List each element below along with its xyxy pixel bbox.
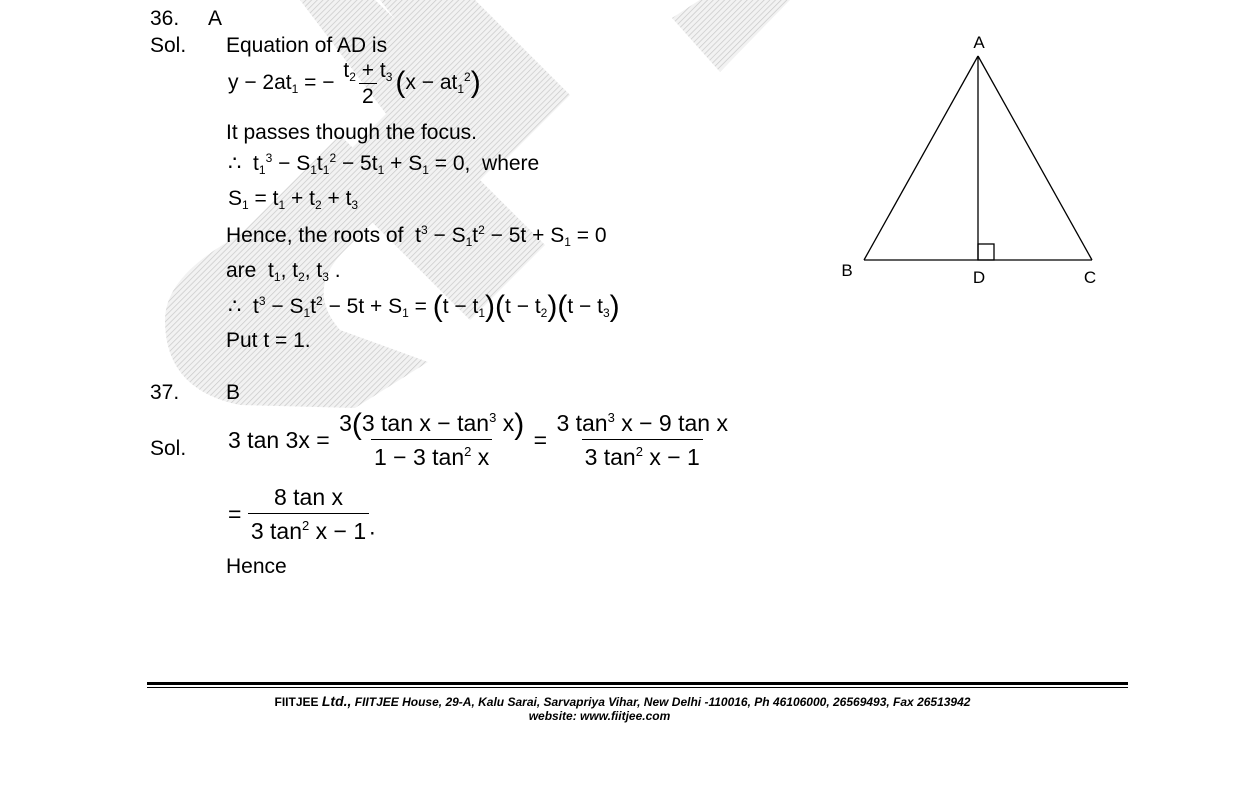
answer-letter: B xyxy=(226,381,241,404)
denominator: 2 xyxy=(359,83,377,107)
equation-roots: Hence, the roots of $t^3 - S_1t^2 - 5t + S_1 = 0$ xyxy=(226,223,607,249)
equation-result: = $\frac{\text{8 tan x}}{3 \tan^2 x - 1}$ . xyxy=(228,484,376,544)
eq-lhs: y − 2at xyxy=(228,71,292,95)
footer-website: website: www.fiitjee.com xyxy=(528,709,671,723)
subscript: 2 xyxy=(349,70,356,84)
subscript: 1 xyxy=(457,82,465,97)
side-ac xyxy=(978,56,1092,260)
footer-ltd: Ltd., xyxy=(321,693,352,709)
footer-brand: FIITJEE xyxy=(274,695,319,709)
solution-label: Sol. xyxy=(150,437,187,460)
answer-letter: A xyxy=(208,7,223,30)
vertex-label-a: A xyxy=(973,33,985,52)
question-number: 36. xyxy=(150,7,180,30)
triangle-diagram xyxy=(830,28,1110,293)
footer-address xyxy=(170,693,1075,709)
numerator-op: + t xyxy=(355,59,386,82)
therefore-symbol: ∴ xyxy=(228,152,242,175)
footer-address-text: FIITJEE House, 29-A, Kalu Sarai, Sarvapriya Vihar, New Delhi -110016, Ph 46106000, 26569493, Fax 26513942 xyxy=(354,695,971,709)
fraction: $\frac{3(3 \tan x - \tan^3 x)}{1 - 3 \tan^2 x}$ xyxy=(339,408,525,470)
fraction: $\frac{\text{8 tan x}}{3 \tan^2 x - 1}$ xyxy=(248,486,369,543)
roots-list: are $t_1$, $t_2$, $t_3$ . xyxy=(226,259,341,284)
solution-text: Hence xyxy=(226,555,287,578)
equation-factored: ∴ $t^3 - S_1t^2 - 5t + S_1 = (t - t_1)(t - t_2)(t - t_3)$ xyxy=(228,290,620,323)
solution-text: Put t = 1. xyxy=(226,329,311,352)
right-angle-marker xyxy=(978,244,994,260)
are-text: are xyxy=(226,259,257,282)
s-symbol: S xyxy=(228,187,243,210)
eq-equals: = − xyxy=(304,71,335,95)
eq-rhs: x − at xyxy=(405,71,458,95)
side-ab xyxy=(864,56,978,260)
vertex-label-b: B xyxy=(841,261,853,280)
vertex-label-c: C xyxy=(1083,268,1097,287)
equation-tan3x: 3 tan 3x = $\frac{3(3 \tan x - \tan^3 x)}{1 - 3 \tan^2 x}$ = $\frac{3 \tan^3 x - 9 \tan x}{3 \tan^2 x - 1}$ xyxy=(228,412,731,469)
fraction: $\frac{3 \tan^3 x - 9 \tan x}{3 \tan^2 x - 1}$ xyxy=(556,410,728,470)
footer-rule xyxy=(147,687,1128,688)
question-number: 37. xyxy=(150,381,180,404)
solution-text: It passes though the focus. xyxy=(226,121,477,144)
equation-ad: $y - 2at_1$ = − $\frac{t_2 + t_3}{2}$ $(x - at_1^2)$ xyxy=(228,59,481,108)
where-text: where xyxy=(482,152,540,175)
roots-text: Hence, the roots of xyxy=(226,224,404,247)
subscript: 3 xyxy=(385,70,393,84)
equation-s1: $S_1 = t_1 + t_2 + t_3$ xyxy=(228,187,359,212)
vertex-label-d: D xyxy=(972,268,986,287)
footer-rule xyxy=(147,682,1128,685)
fraction xyxy=(340,60,395,107)
solution-text: Equation of AD is xyxy=(226,34,388,57)
solution-label: Sol. xyxy=(150,34,187,57)
numerator: t xyxy=(343,59,350,82)
subscript: 1 xyxy=(291,82,299,97)
superscript: 2 xyxy=(464,70,471,85)
equation-cubic-focus: ∴ $t_1^3 - S_1t_1^2 - 5t_1 + S_1 = 0$, where xyxy=(228,151,540,177)
